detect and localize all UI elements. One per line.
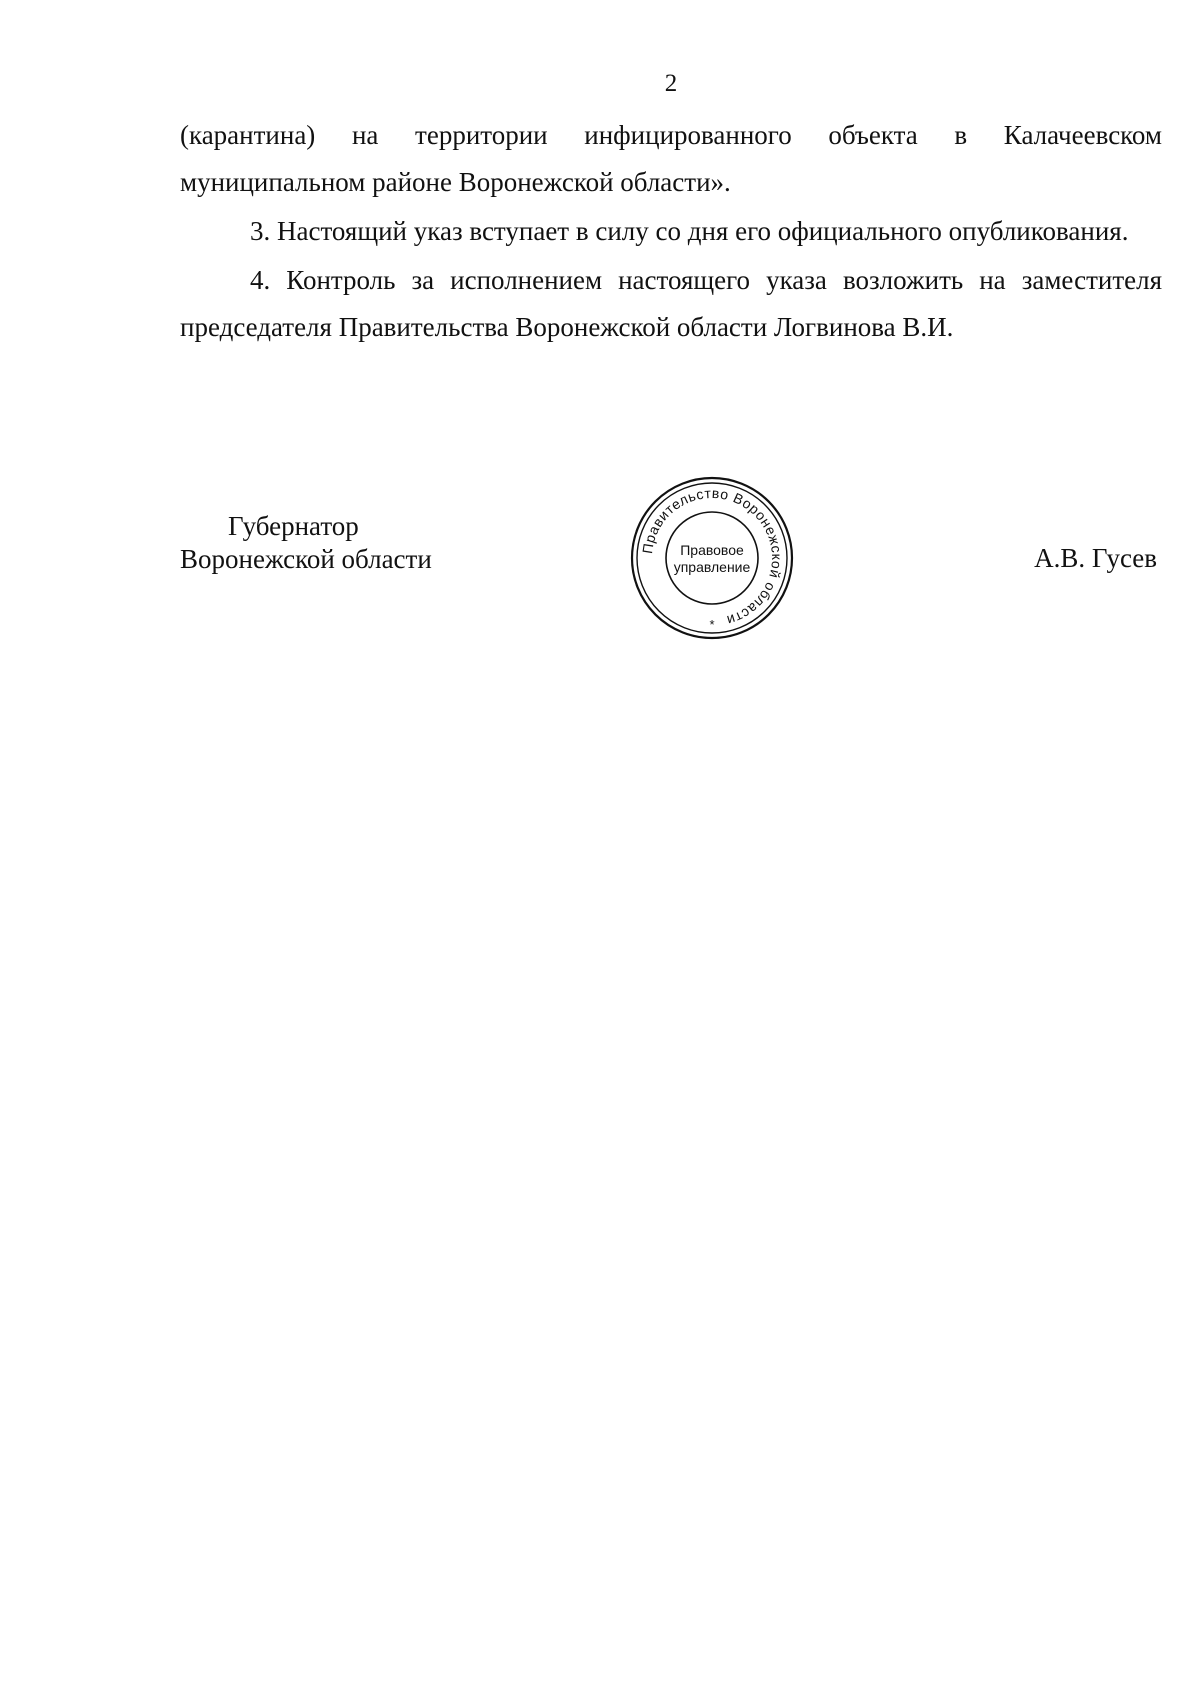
stamp-ring-text: Правительство Воронежской области	[639, 484, 786, 630]
stamp-seal-icon	[627, 473, 797, 643]
signatory-title	[180, 510, 432, 576]
official-stamp	[627, 473, 797, 643]
page-number: 2	[664, 70, 678, 97]
paragraph-continuation: (карантина) на территории инфицированного объекта в Калачеевском муниципальном районе Воронежской области».	[180, 120, 1162, 197]
signatory-position: Губернатор	[228, 511, 359, 541]
document-body	[180, 112, 1162, 353]
signatory-region: Воронежской области	[180, 544, 432, 574]
stamp-center-line2: управление	[673, 559, 751, 575]
stamp-center-line1: Правовое	[680, 542, 744, 558]
paragraph-item-4: 4. Контроль за исполнением настоящего указа возложить на заместителя председателя Правительства Воронежской области Логвинова В.И.	[180, 265, 1162, 342]
paragraph-item-3: 3. Настоящий указ вступает в силу со дня его официального опубликования.	[250, 216, 1129, 246]
signatory-name: А.В. Гусев	[1034, 543, 1157, 573]
stamp-star: *	[709, 617, 715, 632]
